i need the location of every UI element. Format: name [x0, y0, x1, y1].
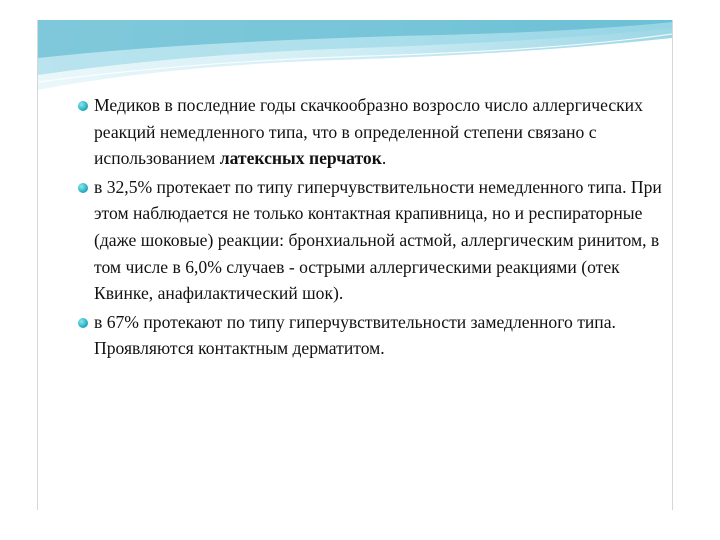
bullet-dot-icon — [78, 183, 88, 193]
bullet-bold-text: латексных перчаток — [219, 148, 382, 169]
bullet-item-latex — [78, 92, 663, 172]
bullet-item-delayed — [78, 309, 663, 362]
bullet-text: Медиков в последние годы скачкообразно возросло число аллергических реакций немедленного типа, что в определенной степени связано с использованием — [94, 95, 643, 169]
bullet-text: в 32,5% протекает по типу гиперчувствительности немедленного типа. При этом наблюдается не только контактная крапивница, но и респираторные (даже шоковые) реакции: бронхиальной астмой, аллергическим ринитом, в том числе в 6,0% случаев - острыми аллергическими реакциями (отек Квинке, анафилактический шок). — [94, 176, 662, 304]
bullet-text-end: . — [381, 148, 387, 169]
bullet-dot-icon — [78, 101, 88, 111]
bullet-dot-icon — [78, 318, 88, 328]
bullet-list — [78, 92, 663, 364]
bullet-item-immediate — [78, 174, 663, 307]
slide — [37, 20, 673, 510]
header-wave-decoration — [38, 20, 672, 100]
bullet-text: в 67% протекают по типу гиперчувствительности замедленного типа. Проявляются контактным дерматитом. — [94, 311, 616, 359]
